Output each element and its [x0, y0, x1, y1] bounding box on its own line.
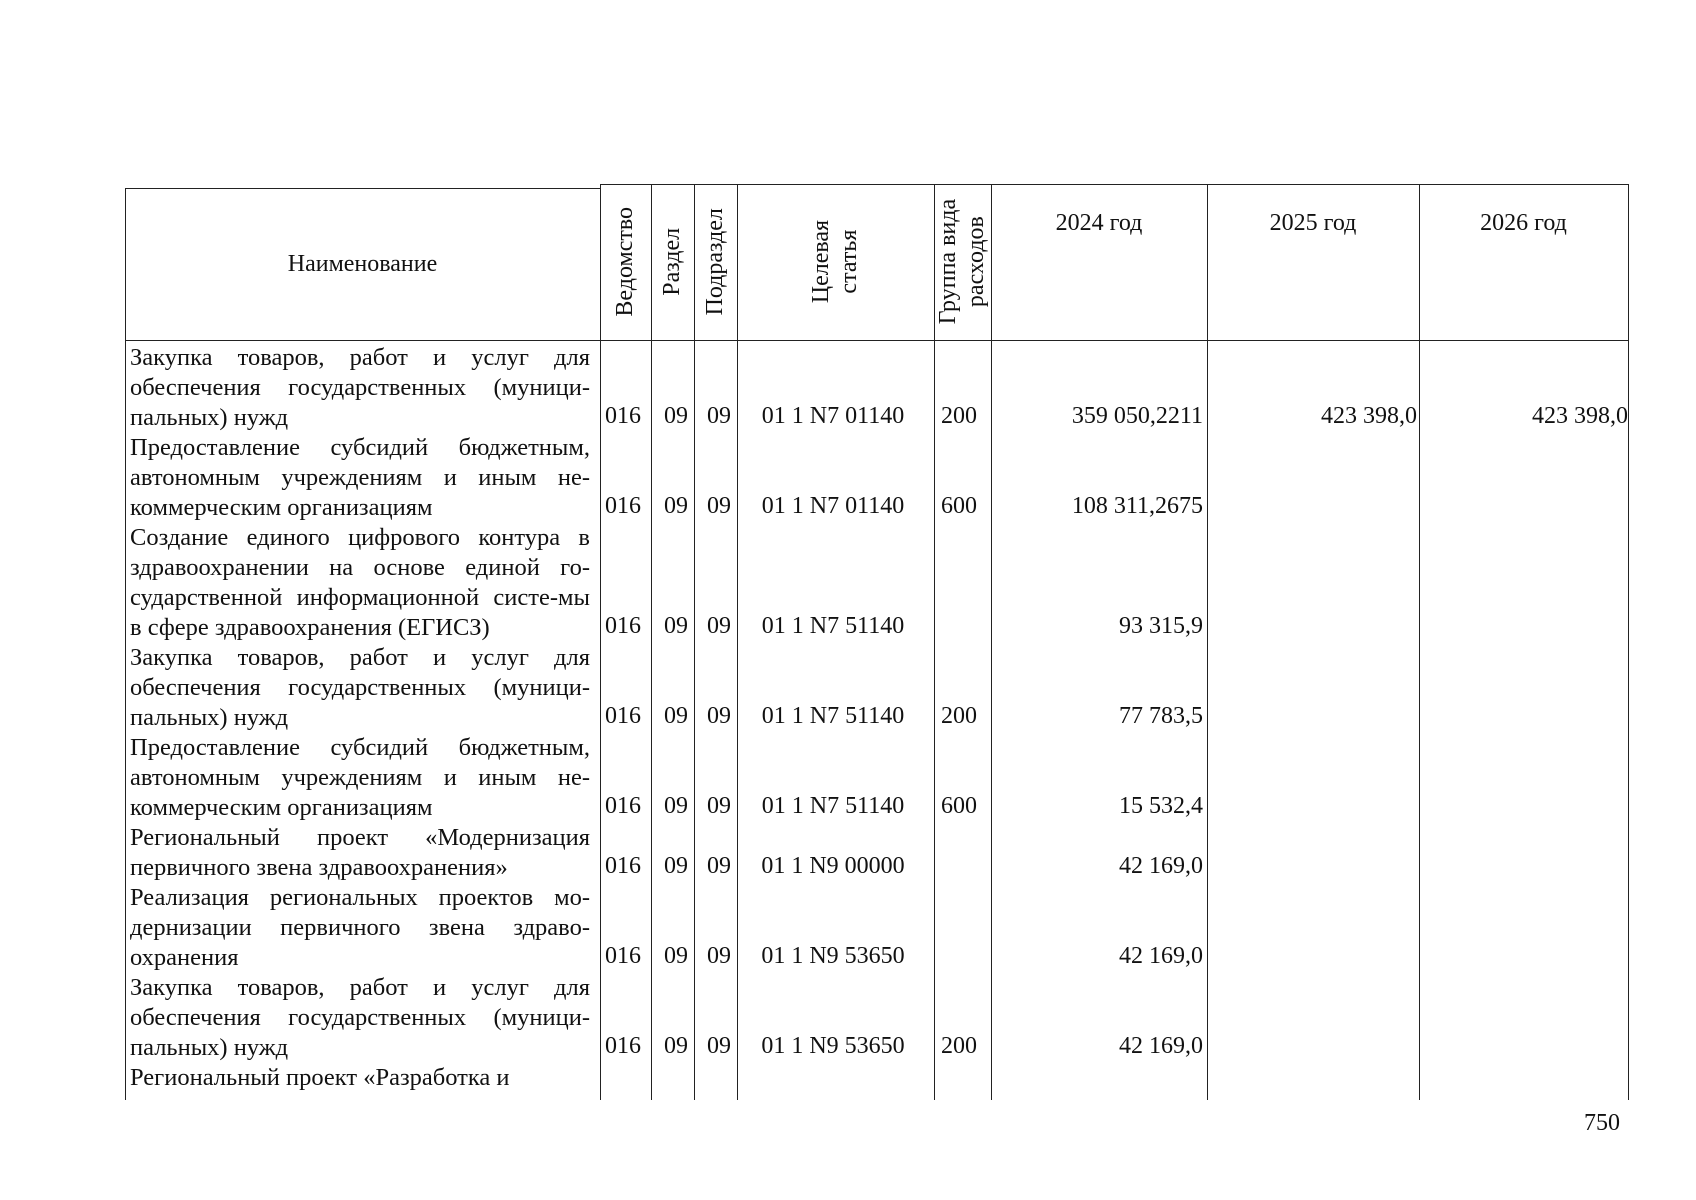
row-celevaya: 01 1 N7 51140	[761, 793, 905, 819]
row-ved: 016	[605, 493, 641, 519]
row-celevaya: 01 1 N9 53650	[761, 1033, 905, 1059]
row-podrazdel: 09	[707, 853, 731, 879]
header-gruppa-vida-rashodov: Группа вида расходов	[934, 199, 989, 325]
table-row	[125, 973, 1629, 1063]
row-name: Создание единого цифрового контура в здравоохранении на основе единой го-сударственной информационной систе-мы в сфере здравоохранения (ЕГИСЗ)	[130, 524, 590, 641]
row-ved: 016	[605, 853, 641, 879]
row-celevaya: 01 1 N7 01140	[761, 493, 905, 519]
table-row	[125, 343, 1629, 433]
header-2024: 2024 год	[1055, 209, 1143, 236]
table-row	[125, 643, 1629, 733]
header-podrazdel: Подраздел	[701, 208, 728, 316]
row-name: Закупка товаров, работ и услуг для обеспечения государственных (муници-пальных) нужд	[130, 974, 590, 1061]
row-name: Региональный проект «Модернизация первичного звена здравоохранения»	[130, 824, 590, 881]
table-row	[125, 1063, 1629, 1093]
row-2024: 93 315,9	[1119, 613, 1203, 639]
row-gruppa: 200	[941, 1033, 977, 1059]
header-razdel: Раздел	[658, 228, 685, 296]
row-ved: 016	[605, 613, 641, 639]
row-2024: 359 050,2211	[1071, 403, 1203, 429]
header-celevaya-statya: Целевая статья	[807, 220, 862, 304]
row-2024: 42 169,0	[1119, 943, 1203, 969]
row-razdel: 09	[664, 943, 688, 969]
row-gruppa: 600	[941, 793, 977, 819]
row-podrazdel: 09	[707, 943, 731, 969]
header-ved: Ведомство	[611, 207, 638, 317]
row-name: Реализация региональных проектов мо-дернизации первичного звена здраво-охранения	[130, 884, 590, 971]
row-2024: 15 532,4	[1119, 793, 1203, 819]
row-celevaya: 01 1 N7 51140	[761, 703, 905, 729]
table-row	[125, 433, 1629, 523]
row-podrazdel: 09	[707, 403, 731, 429]
row-2025: 423 398,0	[1321, 403, 1417, 429]
header-2026: 2026 год	[1480, 209, 1567, 236]
row-gruppa: 600	[941, 493, 977, 519]
header-2025: 2025 год	[1269, 209, 1357, 236]
row-gruppa: 200	[941, 703, 977, 729]
row-name: Предоставление субсидий бюджетным, автономным учреждениям и иным не-коммерческим организациям	[130, 734, 590, 821]
row-razdel: 09	[664, 613, 688, 639]
budget-table	[125, 181, 1629, 1100]
row-celevaya: 01 1 N7 01140	[761, 403, 905, 429]
row-name: Закупка товаров, работ и услуг для обеспечения государственных (муници-пальных) нужд	[130, 344, 590, 431]
row-podrazdel: 09	[707, 613, 731, 639]
row-podrazdel: 09	[707, 493, 731, 519]
table-row	[125, 733, 1629, 823]
row-ved: 016	[605, 1033, 641, 1059]
table-row	[125, 823, 1629, 883]
row-ved: 016	[605, 703, 641, 729]
table-row	[125, 883, 1629, 973]
row-razdel: 09	[664, 403, 688, 429]
row-2024: 42 169,0	[1119, 853, 1203, 879]
row-name: Региональный проект «Разработка и	[130, 1064, 510, 1091]
row-celevaya: 01 1 N7 51140	[761, 613, 905, 639]
row-razdel: 09	[664, 703, 688, 729]
row-name: Закупка товаров, работ и услуг для обеспечения государственных (муници-пальных) нужд	[130, 644, 590, 731]
row-ved: 016	[605, 793, 641, 819]
row-podrazdel: 09	[707, 793, 731, 819]
row-2024: 77 783,5	[1119, 703, 1203, 729]
row-razdel: 09	[664, 793, 688, 819]
row-ved: 016	[605, 403, 641, 429]
page-number: 750	[1584, 1110, 1620, 1136]
row-celevaya: 01 1 N9 00000	[761, 853, 905, 879]
row-podrazdel: 09	[707, 1033, 731, 1059]
row-razdel: 09	[664, 1033, 688, 1059]
row-2024: 42 169,0	[1119, 1033, 1203, 1059]
table-row	[125, 523, 1629, 643]
header-bottom-border	[125, 340, 1629, 341]
header-name: Наименование	[287, 250, 438, 277]
row-razdel: 09	[664, 853, 688, 879]
row-podrazdel: 09	[707, 703, 731, 729]
row-razdel: 09	[664, 493, 688, 519]
row-name: Предоставление субсидий бюджетным, автономным учреждениям и иным не-коммерческим организациям	[130, 434, 590, 521]
row-gruppa: 200	[941, 403, 977, 429]
row-celevaya: 01 1 N9 53650	[761, 943, 905, 969]
row-2024: 108 311,2675	[1071, 493, 1203, 519]
row-ved: 016	[605, 943, 641, 969]
row-2026: 423 398,0	[1532, 403, 1628, 429]
